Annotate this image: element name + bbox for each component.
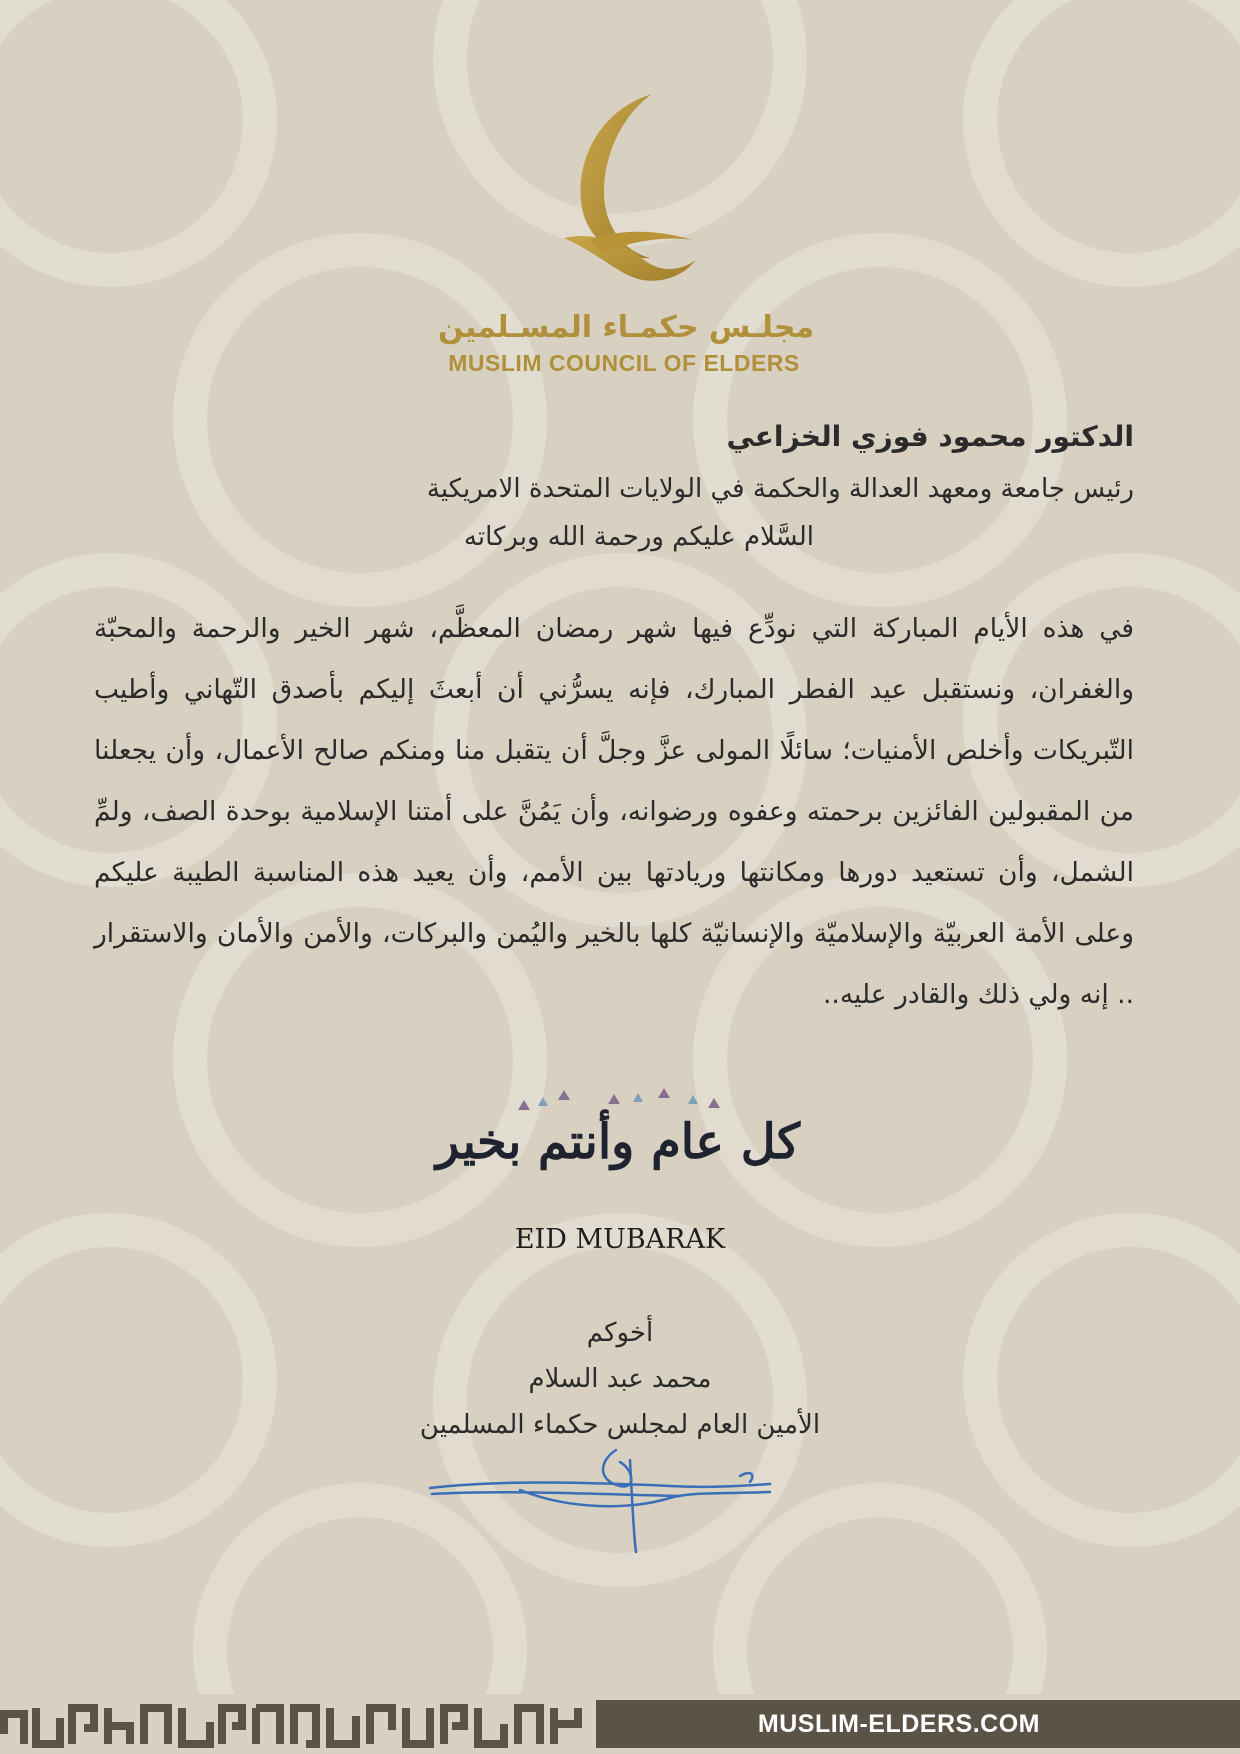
logo-arabic-name: مجلـس حكمـاء المسـلمين — [437, 310, 815, 345]
signer-name: محمد عبد السلام — [528, 1364, 712, 1394]
greeting: السَّلام عليكم ورحمة الله وبركاته — [463, 522, 814, 552]
handwritten-signature — [420, 1440, 780, 1560]
signer-title: الأمين العام لمجلس حكماء المسلمين — [419, 1410, 821, 1440]
letter-body — [94, 414, 1134, 1025]
crescent-logo-icon — [560, 90, 700, 290]
eid-mubarak-text: EID MUBARAK — [514, 1224, 726, 1255]
closing-block — [0, 1310, 1240, 1448]
closing-salutation: أخوكم — [586, 1318, 654, 1348]
recipient-name: الدكتور محمود فوزي الخزاعي — [726, 420, 1134, 453]
logo-english-name: MUSLIM COUNCIL OF ELDERS — [448, 350, 800, 376]
recipient-title: رئيس جامعة ومعهد العدالة والحكمة في الولايات المتحدة الامريكية — [426, 474, 1134, 504]
letter-paragraph: في هذه الأيام المباركة التي نودِّع فيها شهر رمضان المعظَّم، شهر الخير والرحمة والمحبّة والغفران، ونستقبل عيد الفطر المبارك، فإنه يسرُّني أن أبعثَ إليكم بأصدق التّهاني وأطيب التّبريكات وأخلص الأمنيات؛ سائلًا المولى عزَّ وجلَّ أن يتقبل منا ومنكم صالح الأعمال، وأن يجعلنا من المقبولين الفائزين برحمته وعفوه ورضوانه، وأن يَمُنَّ على أمتنا الإسلامية بوحدة الصف، ولمِّ الشمل، وأن تستعيد دورها ومكانتها وريادتها بين الأمم، وأن يعيد هذه المناسبة الطيبة عليكم وعلى الأمة العربيّة والإسلاميّة والإنسانيّة كلها بالخير واليُمن والبركات، والأمن والأمان والاستقرار .. إنه ولي ذلك والقادر عليه.. — [94, 613, 1134, 1010]
eid-calligraphy-text: كل عام وأنتم بخير — [436, 1114, 800, 1170]
footer-website-url[interactable]: MUSLIM-ELDERS.COM — [757, 1710, 1040, 1738]
footer-band — [0, 1694, 1240, 1754]
eid-calligraphy — [436, 1080, 800, 1190]
